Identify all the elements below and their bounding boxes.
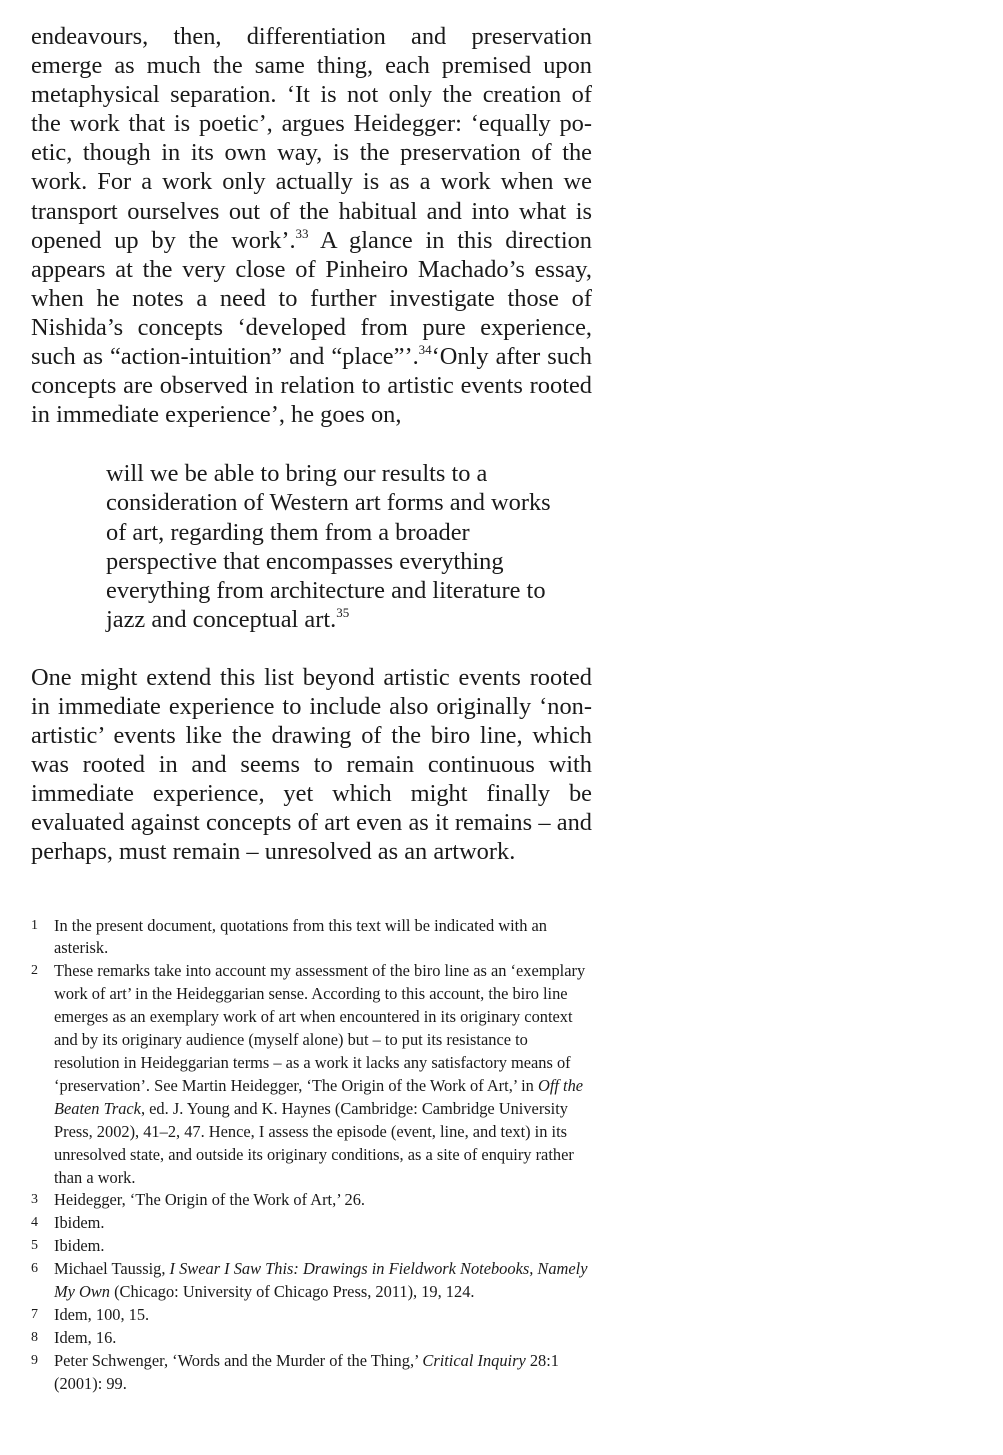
footnote-number: 9 (31, 1352, 38, 1368)
footnote-number: 8 (31, 1329, 38, 1345)
footnote-text-part: 28:1 (2001): 99. (54, 1350, 559, 1393)
footnote-item (31, 1304, 592, 1327)
footnote-text-part: These remarks take into account my assessment of the biro line as an ‘exemplary work of art’ in the Heideggarian sense. According to this account, the biro line emerges as an exemplary work of art when encountered in its originary context and by its originary audience (myself alone) but – to put its resistance to resolution in Heideggarian terms – as a work it lacks any satisfactory means of ‘preservation’. See Martin Heidegger, ‘The Origin of the Work of Art,’ in (54, 961, 586, 1095)
quote-text: will we be able to bring our results to a consideration of Western art forms and works of art, regarding them from a broader perspective that encompasses everything everything from architecture and literature to jazz and conceptual art. (106, 460, 551, 633)
page-content (31, 22, 592, 1412)
cited-title: Off the Beaten Track (54, 1075, 584, 1118)
footnote-text: Ibidem. (54, 1236, 105, 1256)
footnote-text: Ibidem. (54, 1213, 105, 1233)
footnote-text: Idem, 100, 15. (54, 1304, 150, 1324)
cited-title: Critical Inquiry (422, 1350, 526, 1370)
body-paragraph (31, 663, 592, 867)
paragraph-text: ‘Only after such concepts are observed in relation to artistic events rooted in immediate experience’, he goes on, (31, 343, 592, 429)
paragraph-text: One might extend this list beyond artistic events rooted in immediate experience to include also originally ‘non-artistic’ events like the drawing of the biro line, which was rooted in and seems to remain continuous with immediate experience, yet which might finally be evaluated against concepts of art even as it remains – and perhaps, must remain – unresolved as an artwork. (31, 663, 592, 866)
footnote-number: 5 (31, 1238, 38, 1254)
footnote-item (31, 1212, 592, 1235)
footnote-reference[interactable]: 34 (418, 342, 432, 358)
footnote-text (54, 1259, 588, 1301)
footnote-item (31, 1350, 592, 1396)
footnote-text: Idem, 16. (54, 1327, 117, 1347)
footnote-number: 1 (31, 917, 38, 933)
footnote-number: 7 (31, 1306, 38, 1322)
footnote-reference[interactable]: 35 (336, 604, 350, 620)
footnote-reference[interactable]: 33 (295, 225, 309, 241)
footnote-text (54, 1351, 559, 1393)
footnote-number: 6 (31, 1261, 38, 1277)
footnote-item (31, 1327, 592, 1350)
footnote-item (31, 1189, 592, 1212)
footnote-item (31, 1235, 592, 1258)
footnote-number: 3 (31, 1192, 38, 1208)
paragraph-text: endeavours, then, differentiation and preservation emerge as much the same thing, each premised upon metaphysical separation. ‘It is not only the creation of the work that is poetic’, argues Heidegger: ‘equally poetic, though in its own way, is the preservation of the work. For a work only actually is as a work when we transport ourselves out of the habitual and into what is opened up by the work’. (31, 23, 592, 254)
footnote-item (31, 960, 592, 1189)
footnote-text: In the present document, quotations from this text will be indicated with an asterisk. (54, 915, 547, 958)
footnote-text-part: , ed. J. Young and K. Haynes (Cambridge: Cambridge University Press, 2002), 41–2, 47. Hence, I assess the episode (event, line, and text) in its unresolved state, and outside its originary conditions, as a site of enquiry rather than a work. (54, 1098, 574, 1187)
cited-title: I Swear I Saw This: Drawings in Fieldwork Notebooks, Namely My Own (54, 1259, 588, 1302)
footnote-text: Heidegger, ‘The Origin of the Work of Art,’ 26. (54, 1190, 366, 1210)
footnote-text-part: (Chicago: University of Chicago Press, 2011), 19, 124. (110, 1282, 475, 1302)
footnote-number: 4 (31, 1215, 38, 1231)
footnote-item (31, 1258, 592, 1304)
footnote-text (54, 961, 585, 1186)
paragraph-text: A glance in this direction appears at the very close of Pinheiro Machado’s essay, when he notes a need to further investigate those of Nishida’s concepts ‘developed from pure experience, such as “action-intuition” and “place”’. (31, 226, 592, 371)
block-quote (106, 459, 576, 634)
footnote-text-part: Michael Taussig, (54, 1259, 170, 1279)
footnote-number: 2 (31, 963, 38, 979)
footnote-item (31, 915, 592, 961)
body-paragraph (31, 22, 592, 429)
footnotes-list (31, 915, 592, 1396)
footnote-text-part: Peter Schwenger, ‘Words and the Murder of the Thing,’ (54, 1350, 423, 1370)
